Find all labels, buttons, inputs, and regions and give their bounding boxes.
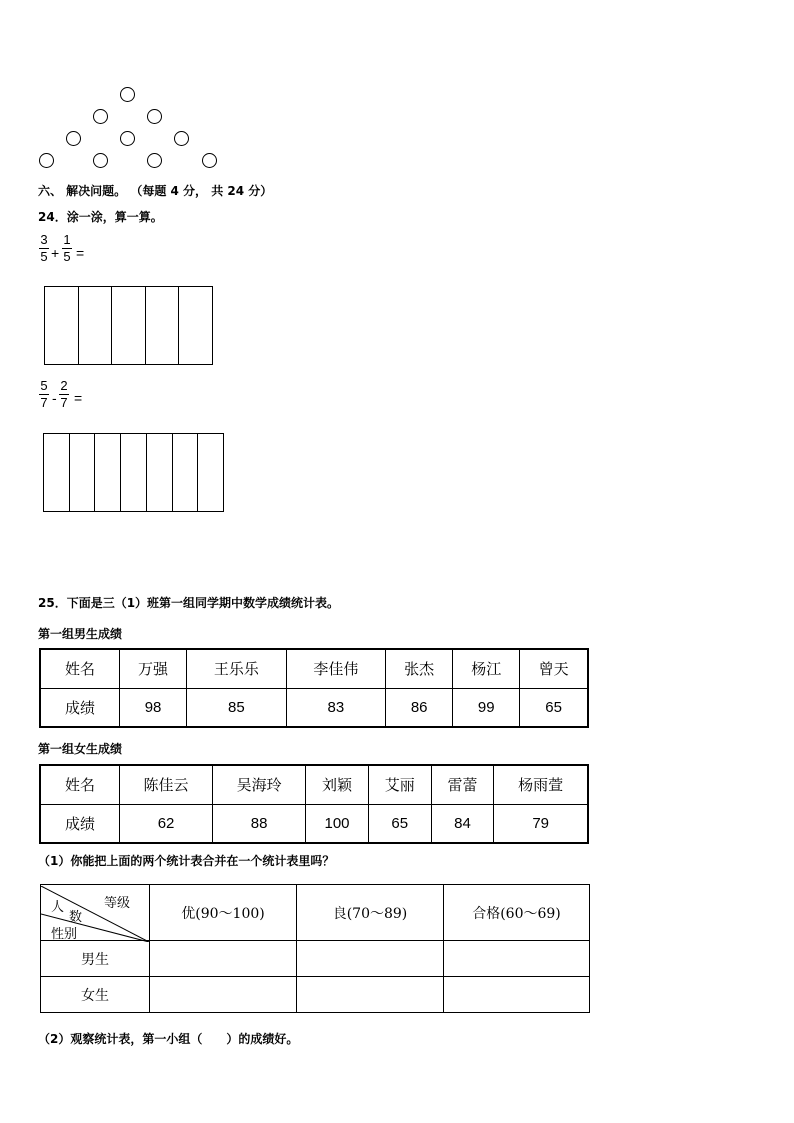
grid-part[interactable] bbox=[121, 434, 147, 511]
grid-part[interactable] bbox=[147, 434, 173, 511]
student-score: 88 bbox=[213, 804, 306, 843]
student-score: 84 bbox=[431, 804, 494, 843]
student-name: 王乐乐 bbox=[187, 649, 287, 688]
minus-sign: - bbox=[52, 390, 57, 406]
grid-part[interactable] bbox=[44, 434, 70, 511]
circle bbox=[93, 153, 108, 168]
row-header: 男生 bbox=[41, 941, 150, 977]
fraction-grid-fifths[interactable] bbox=[44, 286, 213, 365]
student-name: 杨江 bbox=[453, 649, 520, 688]
sub-question-1: （1）你能把上面的两个统计表合并在一个统计表里吗？ bbox=[38, 854, 335, 868]
student-score: 62 bbox=[120, 804, 213, 843]
count-label-2: 数 bbox=[69, 909, 83, 925]
circle bbox=[120, 87, 135, 102]
name-header: 姓名 bbox=[40, 649, 120, 688]
column-header: 合格(60～69) bbox=[444, 885, 590, 941]
grid-part[interactable] bbox=[198, 434, 223, 511]
answer-cell[interactable] bbox=[444, 941, 590, 977]
combined-stats-table bbox=[40, 884, 590, 1013]
fraction-b: 2 7 bbox=[60, 378, 68, 410]
student-score: 79 bbox=[494, 804, 588, 843]
question-24-title: 24．涂一涂，算一算。 bbox=[38, 210, 163, 224]
student-name: 万强 bbox=[120, 649, 187, 688]
fraction-grid-sevenths[interactable] bbox=[43, 433, 224, 512]
circle bbox=[39, 153, 54, 168]
student-score: 98 bbox=[120, 688, 187, 727]
student-name: 张杰 bbox=[386, 649, 453, 688]
circle bbox=[93, 109, 108, 124]
student-score: 100 bbox=[306, 804, 369, 843]
sub-question-2: （2）观察统计表，第一小组（ ）的成绩好。 bbox=[38, 1032, 299, 1046]
fraction-a: 3 5 bbox=[40, 232, 48, 264]
student-score: 86 bbox=[386, 688, 453, 727]
grid-part[interactable] bbox=[112, 287, 146, 364]
grid-part[interactable] bbox=[70, 434, 96, 511]
boys-score-table bbox=[39, 648, 589, 728]
grid-part[interactable] bbox=[45, 287, 79, 364]
circle bbox=[120, 131, 135, 146]
answer-cell[interactable] bbox=[150, 977, 297, 1013]
grid-part[interactable] bbox=[79, 287, 113, 364]
column-header: 良(70～89) bbox=[297, 885, 444, 941]
student-name: 李佳伟 bbox=[286, 649, 386, 688]
equals-sign: = bbox=[76, 245, 85, 261]
circle bbox=[174, 131, 189, 146]
student-name: 杨雨萱 bbox=[494, 765, 588, 804]
gender-label: 性别 bbox=[51, 926, 78, 942]
student-name: 雷蕾 bbox=[431, 765, 494, 804]
girls-score-table bbox=[39, 764, 589, 844]
fraction-a: 5 7 bbox=[40, 378, 48, 410]
name-header: 姓名 bbox=[40, 765, 120, 804]
student-name: 陈佳云 bbox=[120, 765, 213, 804]
count-label-1: 人 bbox=[51, 899, 65, 915]
grid-part[interactable] bbox=[146, 287, 180, 364]
student-score: 99 bbox=[453, 688, 520, 727]
row-header: 女生 bbox=[41, 977, 150, 1013]
student-name: 曾天 bbox=[520, 649, 588, 688]
student-score: 65 bbox=[368, 804, 431, 843]
section-title: 六、 解决问题。 （每题 4 分， 共 24 分） bbox=[38, 184, 273, 198]
plus-sign: + bbox=[51, 245, 60, 261]
score-header: 成绩 bbox=[40, 804, 120, 843]
student-score: 65 bbox=[520, 688, 588, 727]
student-score: 85 bbox=[187, 688, 287, 727]
girls-table-caption: 第一组女生成绩 bbox=[38, 742, 123, 756]
grid-part[interactable] bbox=[173, 434, 199, 511]
answer-cell[interactable] bbox=[297, 941, 444, 977]
student-name: 吴海玲 bbox=[213, 765, 306, 804]
level-label: 等级 bbox=[104, 895, 131, 911]
grid-part[interactable] bbox=[95, 434, 121, 511]
question-25-title: 25．下面是三（1）班第一组同学期中数学成绩统计表。 bbox=[38, 596, 340, 610]
diagonal-header-cell bbox=[41, 885, 150, 941]
answer-cell[interactable] bbox=[150, 941, 297, 977]
answer-cell[interactable] bbox=[297, 977, 444, 1013]
column-header: 优(90～100) bbox=[150, 885, 297, 941]
circle bbox=[147, 153, 162, 168]
circle bbox=[202, 153, 217, 168]
circle bbox=[147, 109, 162, 124]
boys-table-caption: 第一组男生成绩 bbox=[38, 627, 123, 641]
student-score: 83 bbox=[286, 688, 386, 727]
student-name: 艾丽 bbox=[368, 765, 431, 804]
fraction-b: 1 5 bbox=[63, 232, 71, 264]
circle bbox=[66, 131, 81, 146]
score-header: 成绩 bbox=[40, 688, 120, 727]
equals-sign: = bbox=[74, 390, 83, 406]
grid-part[interactable] bbox=[179, 287, 212, 364]
student-name: 刘颖 bbox=[306, 765, 369, 804]
answer-cell[interactable] bbox=[444, 977, 590, 1013]
